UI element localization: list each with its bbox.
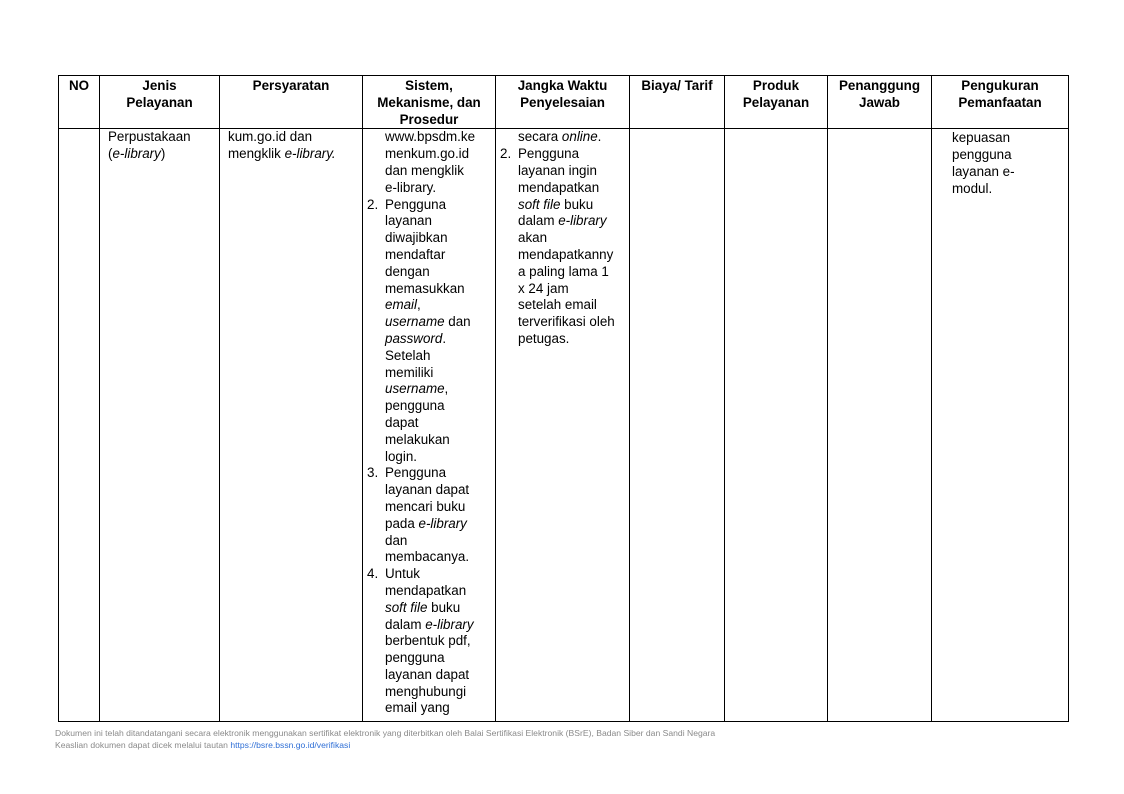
header-no: NO [59,76,100,129]
service-standard-table [58,75,1069,722]
header-jangka-waktu: Jangka Waktu Penyelesaian [496,76,630,129]
list-item: 2. Pengguna layanan diwajibkan mendaftar dengan memasukkan email, username dan password. Setelah memiliki username, pengguna dapat melakukan login. [367,196,471,464]
header-persyaratan: Persyaratan [220,76,363,129]
signature-notice: Dokumen ini telah ditandatangani secara elektronik menggunakan sertifikat elektronik yang diterbitkan oleh Balai Sertifikasi Elektronik (BSrE), Badan Siber dan Sandi Negara [55,728,716,738]
cell-jangka-waktu [496,129,630,722]
cell-biaya-tarif [630,129,725,722]
header-penanggung-jawab: Penanggung Jawab [828,76,932,129]
header-produk-pelayanan: Produk Pelayanan [725,76,828,129]
list-item: secara online. [518,129,602,145]
header-sistem-mekanisme-prosedur: Sistem, Mekanisme, dan Prosedur [363,76,496,129]
cell-no [59,129,100,722]
table-row [59,129,1069,722]
header-jenis-pelayanan: Jenis Pelayanan [100,76,220,129]
cell-persyaratan: kum.go.id dan mengklik e-library. [220,129,363,722]
list-item: 4. Untuk mendapatkan soft file buku dalam e-library berbentuk pdf, pengguna layanan dapat menghubungi email yang [367,566,474,716]
list-item: 3. Pengguna layanan dapat mencari buku pada e-library dan membacanya. [367,465,470,565]
cell-produk-pelayanan [725,129,828,722]
verification-notice: Keaslian dokumen dapat dicek melalui tautan https://bsre.bssn.go.id/verifikasi [55,740,351,750]
cell-jenis-pelayanan: Perpustakaan (e-library) [100,129,220,722]
cell-penanggung-jawab [828,129,932,722]
cell-pengukuran-pemanfaatan: kepuasan pengguna layanan e- modul. [932,129,1069,722]
list-item: www.bpsdm.ke menkum.go.id dan mengklik e-library. [385,129,476,195]
list-item: 2. Pengguna layanan ingin mendapatkan soft file buku dalam e-library akan mendapatkanny a paling lama 1 x 24 jam setelah email terverifikasi oleh petugas. [500,146,615,346]
duration-list [496,129,629,347]
header-biaya-tarif: Biaya/ Tarif [630,76,725,129]
cell-sistem-mekanisme-prosedur [363,129,496,722]
header-pengukuran-pemanfaatan: Pengukuran Pemanfaatan [932,76,1069,129]
header-row [59,76,1069,129]
verification-link[interactable]: https://bsre.bssn.go.id/verifikasi [230,740,351,750]
procedure-list [363,129,495,717]
